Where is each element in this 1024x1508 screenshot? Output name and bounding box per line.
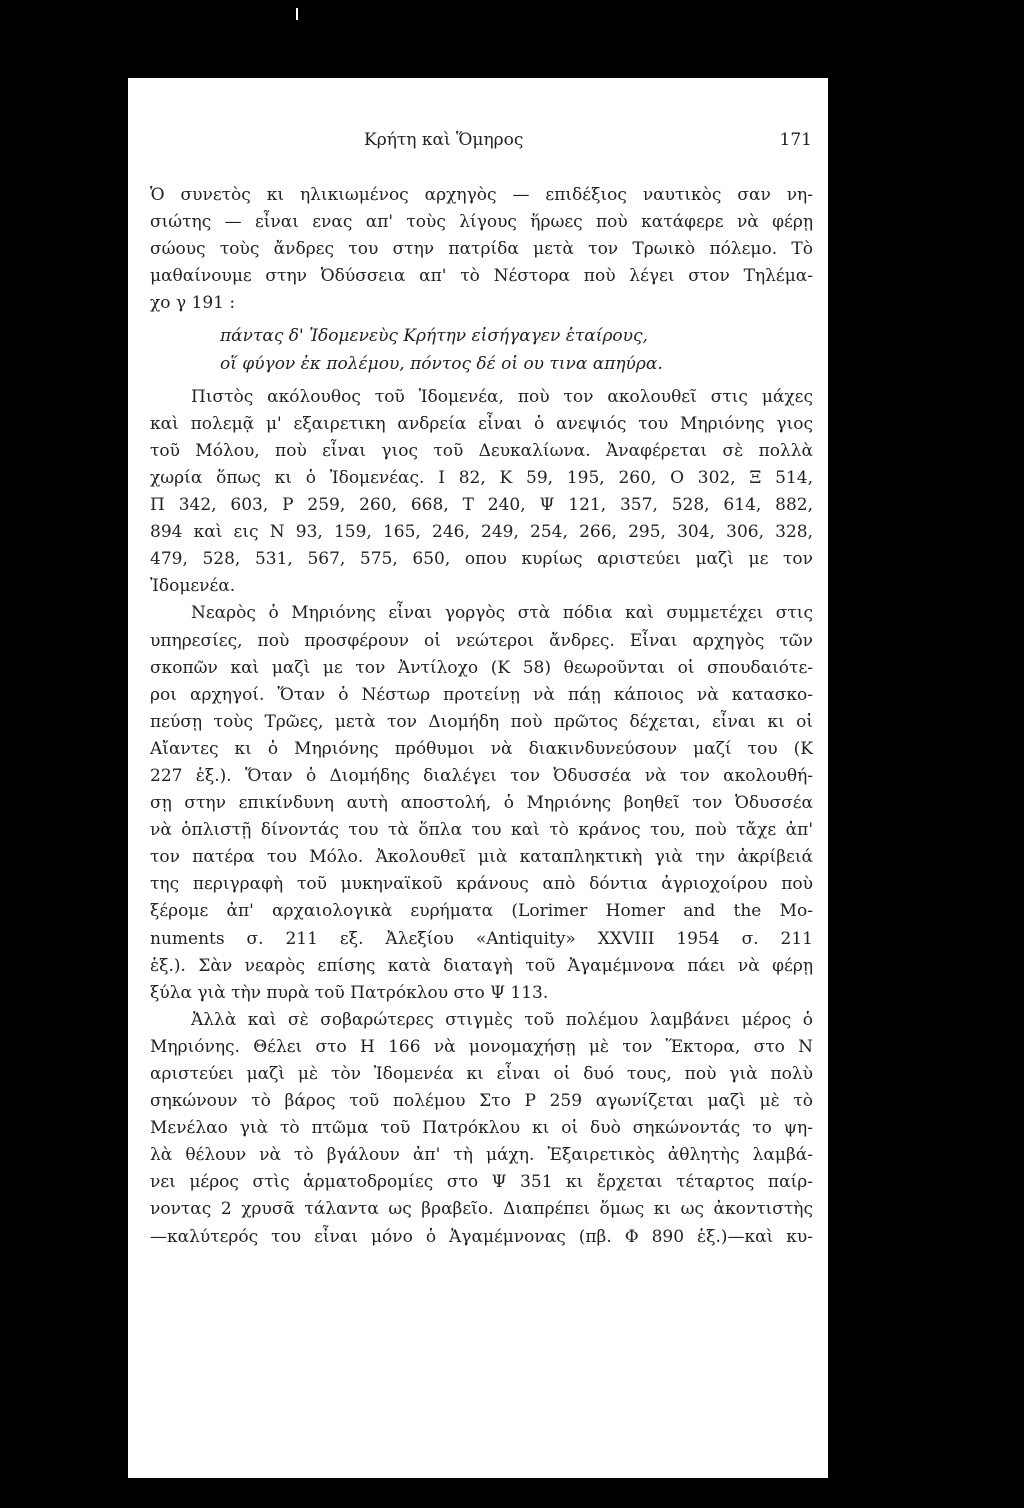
text-line: Νεαρὸς ὁ Μηριόνης εἶναι γοργὸς στὰ πόδια καὶ συμμετέχει στις [191, 603, 813, 624]
text-line: Μενέλαο γιὰ τὸ πτῶμα τοῦ Πατρόκλου κι οἱ δυὸ σηκώνοντάς το ψη- [150, 1118, 813, 1139]
text-line: χο γ 191 : [150, 293, 236, 314]
text-line: σιώτης — εἶναι ενας απ' τοὺς λίγους ἥρωες ποὺ κατάφερε νὰ φέρῃ [150, 212, 813, 233]
text-line: Π 342, 603, Ρ 259, 260, 668, Τ 240, Ψ 121, 357, 528, 614, 882, [150, 495, 813, 516]
text-line: σηκώνουν τὸ βάρος τοῦ πολέμου Στο Ρ 259 αγωνίζεται μαζὶ μὲ τὸ [150, 1091, 813, 1112]
text-line: υπηρεσίες, ποὺ προσφέρουν οἱ νεώτεροι ἄνδρες. Εἶναι αρχηγὸς τῶν [150, 630, 813, 651]
text-line: 894 καὶ εις Ν 93, 159, 165, 246, 249, 254, 266, 295, 304, 306, 328, [150, 522, 813, 543]
text-line: πεύσῃ τοὺς Τρῶες, μετὰ τον Διομήδη ποὺ πρῶτος δέχεται, εἶναι κι οἱ [150, 711, 813, 732]
text-line: numents σ. 211 εξ. Ἀλεξίου «Antiquity» XXVIII 1954 σ. 211 [150, 928, 813, 949]
text-line: ξύλα γιὰ τὴν πυρὰ τοῦ Πατρόκλου στο Ψ 113. [150, 982, 549, 1003]
book-page [128, 78, 828, 1478]
text-line: 479, 528, 531, 567, 575, 650, οπου κυρίως αριστεύει μαζὶ με τον [150, 549, 813, 570]
text-line: Πιστὸς ακόλουθος τοῦ Ἰδομενέα, ποὺ τον ακολουθεῖ στις μάχες [191, 386, 813, 407]
paragraph-2 [150, 384, 813, 601]
text-line: νει μέρος στὶς ἁρματοδρομίες στο Ψ 351 κι ἔρχεται τέταρτος παίρ- [150, 1172, 813, 1193]
paragraph-4 [150, 1007, 813, 1251]
text-line: ἑξ.). Σὰν νεαρὸς επίσης κατὰ διαταγὴ τοῦ Ἀγαμέμνονα πάει νὰ φέρῃ [150, 955, 813, 976]
text-line: νὰ ὁπλιστῇ δίνοντάς του τὰ ὅπλα του καὶ τὸ κράνος του, ποὺ τἄχε ἀπ' [150, 820, 813, 841]
text-line: ροι αρχηγοί. Ὅταν ὁ Νέστωρ προτείνῃ νὰ πάῃ κάποιος νὰ κατασκο- [150, 684, 813, 705]
page-number: 171 [779, 130, 812, 150]
text-line: τον πατέρα του Μόλο. Ἀκολουθεῖ μιὰ καταπληκτικὴ γιὰ την ἀκρίβειά [150, 847, 813, 868]
text-line: Μηριόνης. Θέλει στο Η 166 νὰ μονομαχήσῃ μὲ τον Ἕκτορα, στο Ν [150, 1036, 813, 1057]
scan-mark [296, 8, 298, 20]
running-title: Κρήτη καὶ Ὅμηρος [364, 130, 524, 150]
text-line: καὶ πολεμᾷ μ' εξαιρετικη ανδρεία εἶναι ὁ ανεψιός του Μηριόνης γιος [150, 413, 813, 434]
text-line: Αἴαντες κι ὁ Μηριόνης πρόθυμοι νὰ διακινδυνεύσουν μαζί του (Κ [150, 738, 813, 759]
text-line: σώους τοὺς ἄνδρες του στην πατρίδα μετὰ τον Τρωικὸ πόλεμο. Τὸ [150, 239, 813, 260]
text-line: Ἀλλὰ καὶ σὲ σοβαρώτερες στιγμὲς τοῦ πολέμου λαμβάνει μέρος ὁ [191, 1009, 813, 1030]
quote-line: οἵ φύγον ἐκ πολέμου, πόντος δέ οἱ ου τινα απηύρα. [220, 353, 663, 374]
text-line: —καλύτερός του εἶναι μόνο ὁ Ἀγαμέμνονας (πβ. Φ 890 ἑξ.)—καὶ κυ- [150, 1226, 813, 1247]
text-line: σκοπῶν καὶ μαζὶ με τον Ἀντίλοχο (Κ 58) θεωροῦνται οἱ σπουδαιότε- [150, 657, 813, 678]
text-line: χωρία ὅπως κι ὁ Ἰδομενέας. Ι 82, Κ 59, 195, 260, Ο 302, Ξ 514, [150, 467, 813, 488]
text-line: λὰ θέλουν νὰ τὸ βγάλουν ἀπ' τὴ μάχη. Ἐξαιρετικὸς ἀθλητὴς λαμβά- [150, 1145, 813, 1166]
quote-line: πάντας δ' Ἰδομενεὺς Κρήτην εἰσήγαγεν ἑταίρους, [220, 326, 648, 347]
text-line: σῃ στην επικίνδυνη αυτὴ αποστολή, ὁ Μηριόνης βοηθεῖ τον Ὀδυσσέα [150, 793, 813, 814]
text-line: 227 ἑξ.). Ὅταν ὁ Διομήδης διαλέγει τον Ὀδυσσέα νὰ τον ακολουθή- [150, 765, 813, 786]
quotation [150, 323, 813, 377]
text-line: τοῦ Μόλου, ποὺ εἶναι γιος τοῦ Δευκαλίωνα. Ἀναφέρεται σὲ πολλὰ [150, 440, 813, 461]
page-body [150, 182, 813, 1251]
text-line: αριστεύει μαζὶ μὲ τὸν Ἰδομενέα κι εἶναι οἱ δυό τους, ποὺ γιὰ πολὺ [150, 1064, 813, 1084]
text-line: μαθαίνουμε στην Ὀδύσσεια απ' τὸ Νέστορα ποὺ λέγει στον Τηλέμα- [150, 266, 813, 287]
text-line: ξέρομε ἀπ' αρχαιολογικὰ ευρήματα (Lorimer Homer and the Mo- [150, 901, 813, 922]
text-line: νοντας 2 χρυσᾶ τάλαντα ως βραβεῖο. Διαπρέπει ὅμως κι ως ἀκοντιστὴς [150, 1199, 813, 1220]
text-line: της περιγραφὴ τοῦ μυκηναϊκοῦ κράνους απὸ δόντια ἀγριοχοίρου ποὺ [150, 874, 813, 895]
paragraph-3 [150, 600, 813, 1006]
text-line: Ὁ συνετὸς κι ηλικιωμένος αρχηγὸς — επιδέξιος ναυτικὸς σαν νη- [150, 185, 813, 205]
text-line: Ἰδομενέα. [150, 576, 236, 597]
page-header [128, 130, 828, 154]
paragraph-1 [150, 182, 813, 317]
